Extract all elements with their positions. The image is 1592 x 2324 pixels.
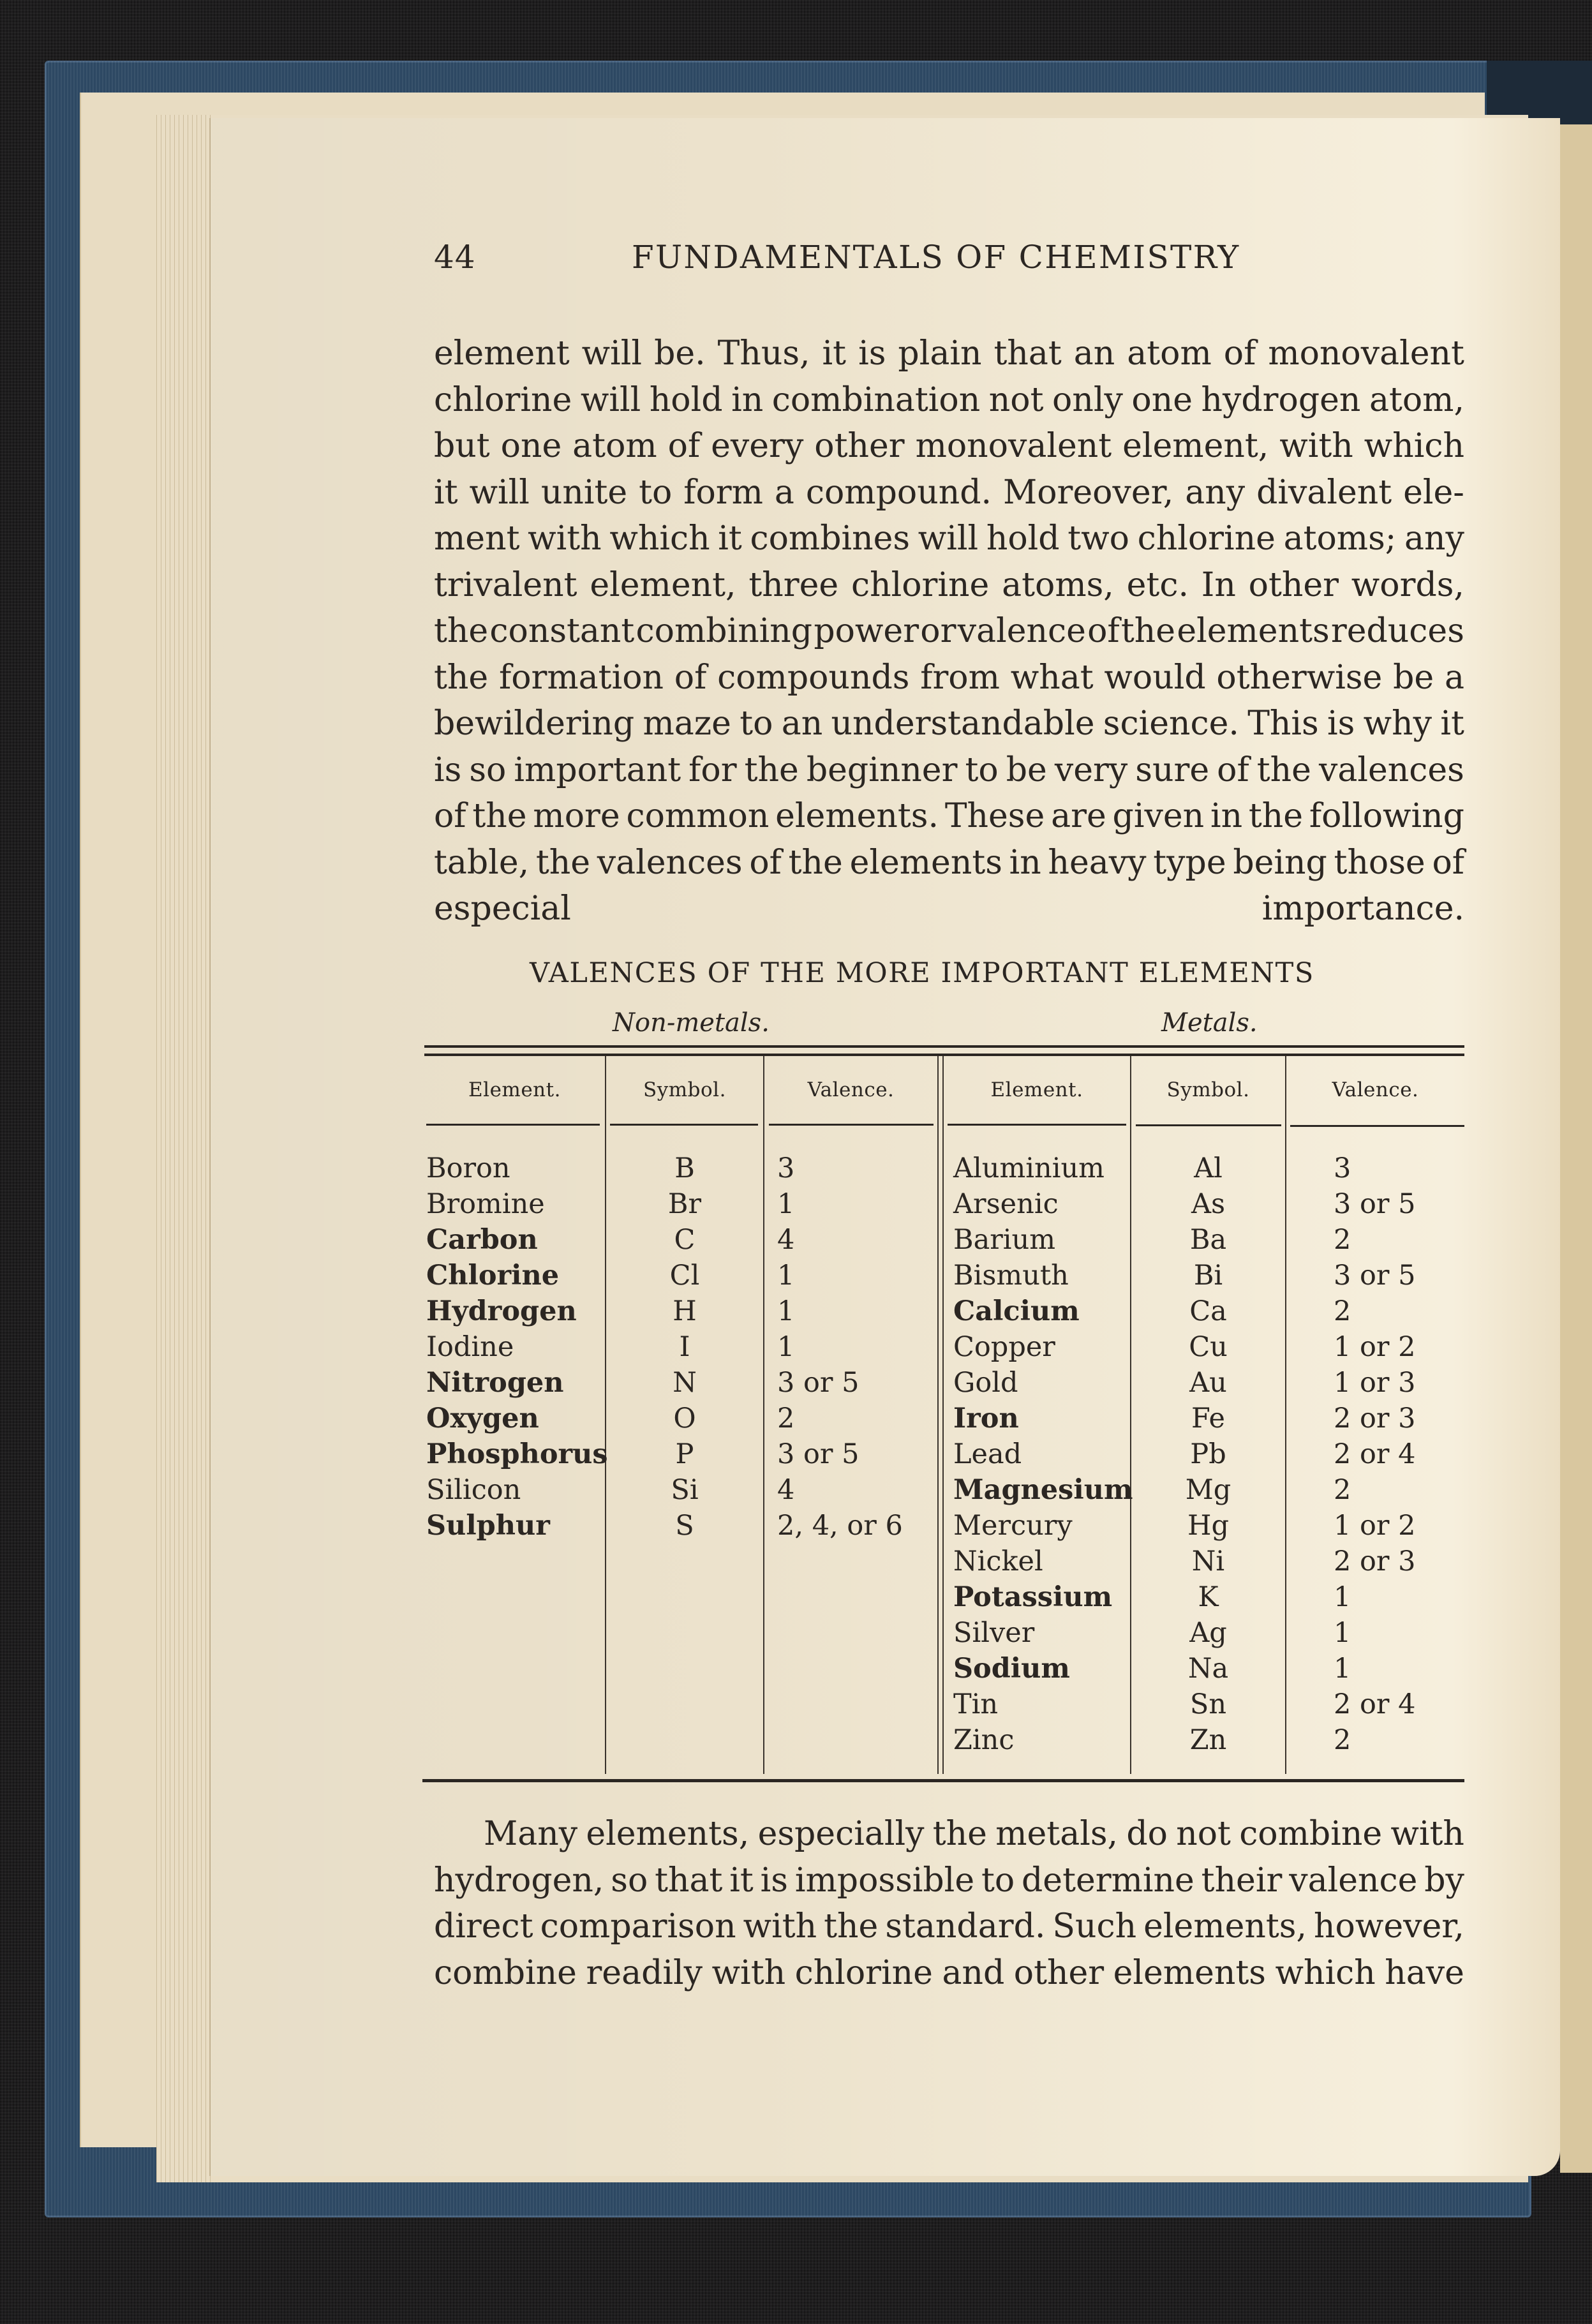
metals-element-cell: Magnesium (953, 1474, 1133, 1506)
metals-element-cell: Silver (953, 1617, 1035, 1649)
non_metals-element-cell: Silicon (426, 1474, 521, 1506)
metals-element-cell: Nickel (953, 1546, 1043, 1577)
non_metals-element-cell: Oxygen (426, 1403, 539, 1434)
metals-valence-cell: 1 or 3 (1334, 1367, 1416, 1399)
text-line: Many elements, especially the metals, do not combine with (484, 1815, 1464, 1853)
non_metals-valence-cell: 4 (777, 1224, 795, 1256)
running-head-title-text: FUNDAMENTALS OF CHEMISTRY (632, 239, 1240, 276)
header-rule (769, 1124, 934, 1126)
text-line: especial importance. (434, 890, 1464, 928)
header-element-nonmetals: Element. (468, 1078, 561, 1101)
metals-valence-cell: 2 or 3 (1334, 1403, 1416, 1434)
metals-valence-cell: 2 (1334, 1224, 1351, 1256)
paragraph-2 (434, 1811, 1464, 1996)
metals-element-cell: Mercury (953, 1510, 1073, 1542)
header-symbol-nonmetals: Symbol. (643, 1078, 726, 1101)
text-line: combine readily with chlorine and other elements which have (434, 1953, 1464, 1992)
metals-element-cell: Tin (953, 1688, 999, 1720)
non_metals-element-cell: Iodine (426, 1331, 514, 1363)
metals-valence-cell: 1 (1334, 1653, 1351, 1685)
metals-element-cell: Arsenic (953, 1188, 1059, 1220)
column-divider-double (942, 1056, 944, 1774)
non_metals-symbol-cell: P (675, 1438, 694, 1470)
metals-symbol-cell: Au (1189, 1367, 1227, 1399)
text-line: hydrogen, so that it is impossible to determine their valence by (434, 1861, 1464, 1900)
non_metals-symbol-cell: H (673, 1295, 697, 1327)
text-line: table, the valences of the elements in heavy type being those of (434, 843, 1464, 882)
column-divider (1285, 1056, 1286, 1774)
non_metals-symbol-cell: B (674, 1152, 695, 1184)
header-rule (948, 1124, 1126, 1126)
text-line: bewildering maze to an understandable science. This is why it (434, 704, 1464, 743)
metals-valence-cell: 2 or 4 (1334, 1688, 1416, 1720)
metals-valence-cell: 1 (1334, 1581, 1351, 1613)
metals-valence-cell: 1 or 2 (1334, 1510, 1416, 1542)
table-title: VALENCES OF THE MORE IMPORTANT ELEMENTS (530, 957, 1314, 989)
text-line: the formation of compounds from what would otherwise be a (434, 658, 1464, 697)
text-line: the constant combining power or valence of the elements reduces (434, 612, 1464, 650)
non_metals-element-cell: Boron (426, 1152, 510, 1184)
header-valence-nonmetals: Valence. (807, 1078, 895, 1101)
metals-symbol-cell: Ba (1189, 1224, 1227, 1256)
group-label-non-metals: Non-metals. (613, 1008, 770, 1038)
metals-valence-cell: 2 (1334, 1295, 1351, 1327)
facing-page-edge (1560, 124, 1592, 2173)
non_metals-symbol-cell: N (673, 1367, 697, 1399)
metals-valence-cell: 3 (1334, 1152, 1351, 1184)
non_metals-symbol-cell: S (675, 1510, 694, 1542)
text-line: element will be. Thus, it is plain that an atom of monovalent (434, 334, 1464, 373)
non_metals-valence-cell: 1 (777, 1295, 795, 1327)
column-divider-double (937, 1056, 939, 1774)
non_metals-valence-cell: 4 (777, 1474, 795, 1506)
metals-element-cell: Sodium (953, 1653, 1070, 1685)
non_metals-valence-cell: 2, 4, or 6 (777, 1510, 903, 1542)
table-bottom-rule (422, 1779, 1464, 1782)
metals-symbol-cell: Mg (1185, 1474, 1231, 1506)
non_metals-element-cell: Sulphur (426, 1510, 550, 1542)
metals-symbol-cell: Ca (1189, 1295, 1227, 1327)
metals-element-cell: Zinc (953, 1724, 1015, 1756)
non_metals-symbol-cell: Br (667, 1188, 702, 1220)
non_metals-valence-cell: 3 (777, 1152, 795, 1184)
metals-valence-cell: 2 (1334, 1724, 1351, 1756)
group-label-metals: Metals. (1161, 1008, 1258, 1038)
metals-valence-cell: 1 or 2 (1334, 1331, 1416, 1363)
metals-symbol-cell: Fe (1191, 1403, 1225, 1434)
metals-symbol-cell: Al (1194, 1152, 1223, 1184)
metals-valence-cell: 1 (1334, 1617, 1351, 1649)
header-element-metals: Element. (990, 1078, 1083, 1101)
non_metals-valence-cell: 3 or 5 (777, 1367, 859, 1399)
metals-symbol-cell: Na (1187, 1653, 1229, 1685)
metals-element-cell: Calcium (953, 1295, 1080, 1327)
header-rule (1136, 1124, 1281, 1126)
table-top-rule-1 (424, 1045, 1464, 1048)
metals-valence-cell: 3 or 5 (1334, 1260, 1416, 1292)
metals-symbol-cell: Sn (1189, 1688, 1227, 1720)
non_metals-symbol-cell: I (679, 1331, 690, 1363)
text-line: but one atom of every other monovalent element, with which (434, 427, 1464, 465)
non_metals-symbol-cell: Cl (669, 1260, 700, 1292)
non_metals-valence-cell: 1 (777, 1331, 795, 1363)
text-line: ment with which it combines will hold two chlorine atoms; any (434, 519, 1464, 558)
metals-element-cell: Iron (953, 1403, 1019, 1434)
text-line: trivalent element, three chlorine atoms, etc. In other words, (434, 565, 1464, 604)
non_metals-valence-cell: 1 (777, 1260, 795, 1292)
metals-element-cell: Lead (953, 1438, 1022, 1470)
non_metals-element-cell: Carbon (426, 1224, 538, 1256)
header-rule (610, 1124, 758, 1126)
header-rule (1290, 1125, 1464, 1127)
metals-element-cell: Gold (953, 1367, 1018, 1399)
non_metals-symbol-cell: Si (671, 1474, 699, 1506)
non_metals-valence-cell: 1 (777, 1188, 795, 1220)
metals-symbol-cell: K (1198, 1581, 1219, 1613)
non_metals-valence-cell: 2 (777, 1403, 795, 1434)
paragraph-1 (434, 331, 1464, 932)
text-line: of the more common elements. These are given in the following (434, 797, 1464, 835)
column-divider (763, 1056, 764, 1774)
metals-valence-cell: 3 or 5 (1334, 1188, 1416, 1220)
metals-element-cell: Aluminium (953, 1152, 1105, 1184)
metals-symbol-cell: Ni (1191, 1546, 1225, 1577)
metals-symbol-cell: Cu (1189, 1331, 1228, 1363)
non_metals-element-cell: Nitrogen (426, 1367, 564, 1399)
non_metals-element-cell: Hydrogen (426, 1295, 577, 1327)
metals-element-cell: Barium (953, 1224, 1056, 1256)
non_metals-element-cell: Phosphorus (426, 1438, 608, 1470)
text-line: chlorine will hold in combination not only one hydrogen atom, (434, 380, 1464, 419)
metals-symbol-cell: Bi (1193, 1260, 1223, 1292)
text-line: is so important for the beginner to be very sure of the valences (434, 750, 1464, 789)
metals-valence-cell: 2 (1334, 1474, 1351, 1506)
text-line: it will unite to form a compound. Moreover, any divalent ele- (434, 473, 1464, 512)
non_metals-symbol-cell: C (674, 1224, 696, 1256)
metals-valence-cell: 2 or 3 (1334, 1546, 1416, 1577)
non_metals-valence-cell: 3 or 5 (777, 1438, 859, 1470)
metals-valence-cell: 2 or 4 (1334, 1438, 1416, 1470)
metals-symbol-cell: Hg (1187, 1510, 1230, 1542)
page-number: 44 (434, 239, 476, 276)
header-valence-metals: Valence. (1332, 1078, 1419, 1101)
metals-element-cell: Copper (953, 1331, 1055, 1363)
metals-symbol-cell: Zn (1189, 1724, 1227, 1756)
metals-symbol-cell: Pb (1190, 1438, 1226, 1470)
text-line: direct comparison with the standard. Such elements, however, (434, 1907, 1464, 1946)
non_metals-symbol-cell: O (673, 1403, 696, 1434)
metals-symbol-cell: Ag (1189, 1617, 1227, 1649)
metals-symbol-cell: As (1191, 1188, 1226, 1220)
non_metals-element-cell: Bromine (426, 1188, 545, 1220)
header-symbol-metals: Symbol. (1166, 1078, 1250, 1101)
table-top-rule-2 (424, 1054, 1464, 1056)
running-head-title (632, 239, 1267, 276)
header-rule (426, 1124, 600, 1126)
non_metals-element-cell: Chlorine (426, 1260, 560, 1292)
metals-element-cell: Potassium (953, 1581, 1113, 1613)
metals-element-cell: Bismuth (953, 1260, 1069, 1292)
